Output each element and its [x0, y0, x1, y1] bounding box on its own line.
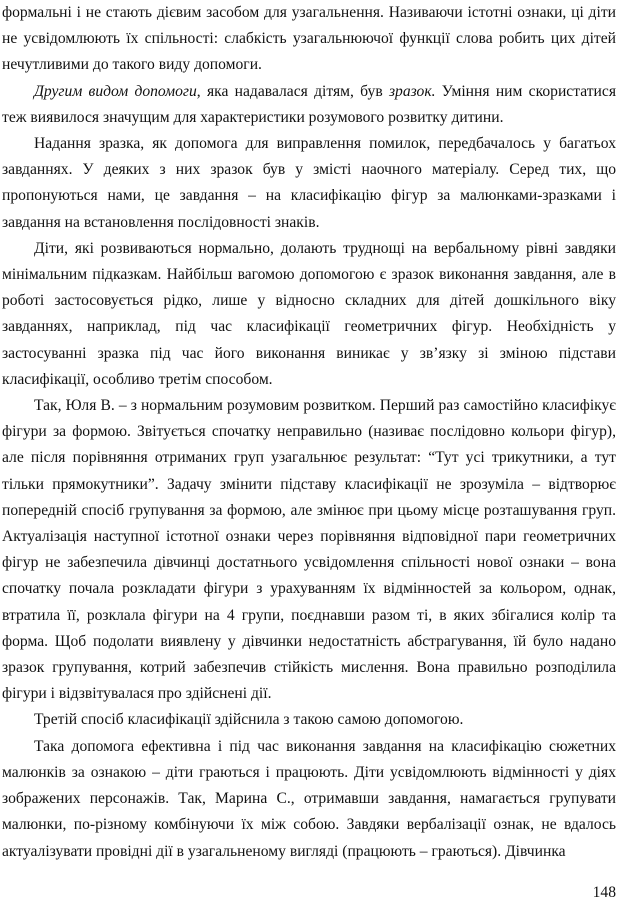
paragraph-4: Діти, які розвиваються нормально, долають труднощі на вербальному рівні завдяки мінімальним підказкам. Найбільш вагомою допомогою є зразок виконання завдання, але в роботі застосовується рідко, лише у відносно складних для дітей дошкільного віку завданнях, наприклад, під час класифікації геометричних фігур. Необхідність у застосуванні зразка під час його виконання виникає у зв’язку зі зміною підстави класифікації, особливо третім способом. [2, 239, 616, 388]
paragraph-6: Третій спосіб класифікації здійснила з такою самою допомогою. [34, 711, 464, 729]
paragraph-3: Надання зразка, як допомога для виправлення помилок, передбачалось у багатьох завданнях. У деяких з них зразок був у змісті наочного матеріалу. Серед тих, що пропонуються нами, це завдання – на класифікацію фігур за малюнками-зразками і завдання на встановлення послідовності знаків. [2, 135, 616, 231]
paragraph-7: Така допомога ефективна і під час виконання завдання на класифікацію сюжетних малюнків за ознакою – діти граються і працюють. Діти усвідомлюють відмінності у діях зображених персонажів. Так, Марина С., отримавши завдання, намагається групувати малюнки, по-різному комбінуючи їх між собою. Завдяки вербалізації ознак, не вдалось актуалізувати провідні дії в узагальненому вигляді (працюють – граються). Дівчинка [2, 737, 616, 860]
italic-term-second-help: Другим видом допомоги [34, 82, 197, 100]
body-text [2, 0, 616, 865]
paragraph-2-text-a: , яка надавалася дітям, був [196, 82, 389, 100]
paragraph-2 [2, 79, 616, 131]
paragraph-2-text-b: Уміння ним скористатися теж виявилося значущим для характеристики розумового розвитку дитини. [2, 82, 616, 126]
page-number: 148 [592, 884, 616, 901]
paragraph-5: Так, Юля В. – з нормальним розумовим розвитком. Перший раз самостійно класифікує фігури за формою. Звітується спочатку неправильно (називає послідовно кольори фігур), але після порівняння отриманих груп узагальнює результат: “Тут усі трикутники, а тут тільки прямокутники”. Задачу змінити підставу класифікації не зрозуміла – відтворює попередній спосіб групування за формою, але змінює при цьому місце розташування груп. Актуалізація наступної істотної ознаки через порівняння відповідної пари геометричних фігур не забезпечила дівчинці достатнього усвідомлення спільності нової ознаки – вона спочатку почала розкладати фігури з урахуванням їх відмінностей за кольором, однак, втратила її, розклала фігури на 4 групи, поєднавши разом ті, в яких збігалися колір та форма. Щоб подолати виявлену у дівчинки недостатність абстрагування, їй було надано зразок групування, котрий забезпечив стійкість мислення. Вона правильно розподілила фігури і відзвітувалася про здійснені дії. [2, 397, 616, 703]
paragraph-1: формальні і не стають дієвим засобом для узагальнення. Називаючи істотні ознаки, ці діти не усвідомлюють їх спільності: слабкість узагальнюючої функції слова робить цих дітей нечутливими до такого виду допомоги. [2, 4, 616, 74]
italic-term-sample: зразок. [388, 82, 436, 100]
